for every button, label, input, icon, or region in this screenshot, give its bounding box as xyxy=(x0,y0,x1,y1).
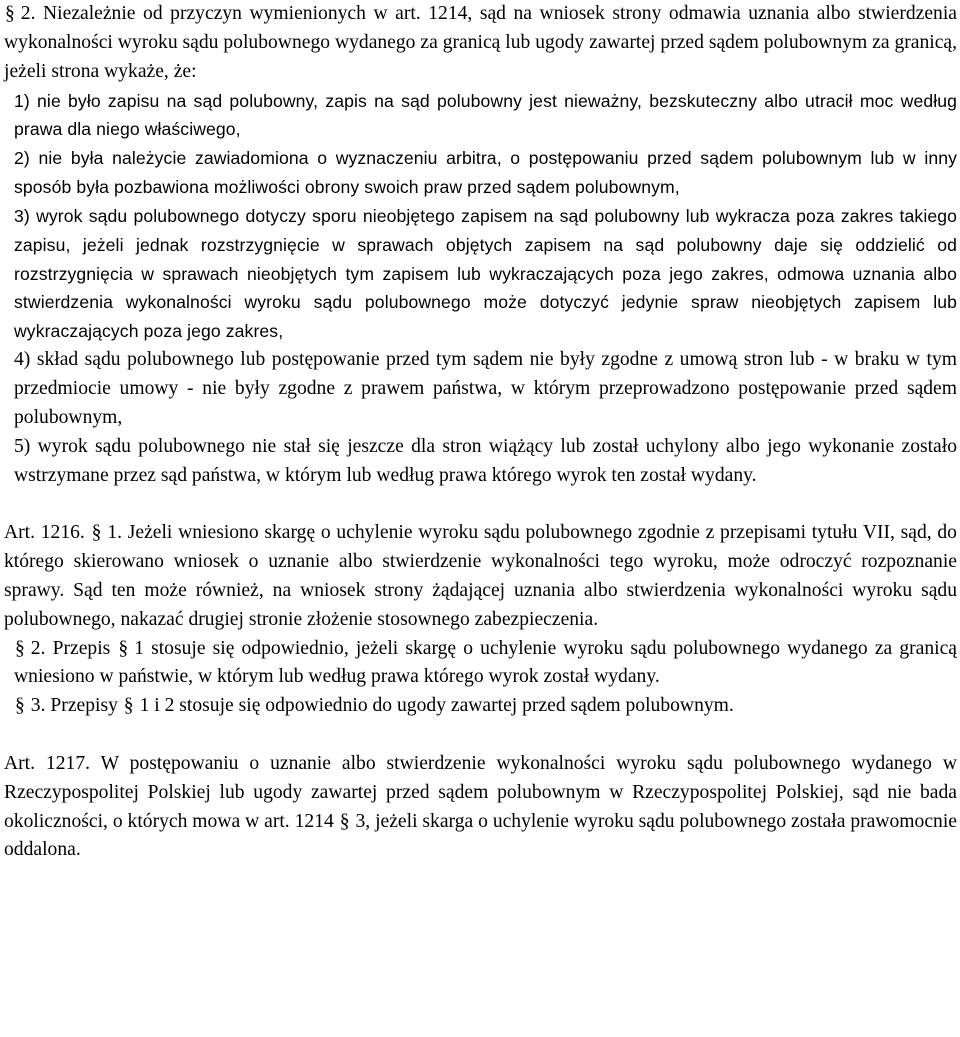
para-2-item-3: 3) wyrok sądu polubownego dotyczy sporu nieobjętego zapisem na sąd polubowny lub wykracza poza zakres takiego zapisu, jeżeli jednak rozstrzygnięcie w sprawach objętych zapisem na sąd polubowny daje się oddzielić od rozstrzygnięcia w sprawach nieobjętych tym zapisem lub wykraczających poza jego zakres, odmowa uznania albo stwierdzenia wykonalności wyroku sądu polubownego może dotyczyć jedynie spraw nieobjętych zapisem lub wykraczających poza jego zakres, xyxy=(14,205,957,342)
para-2-item-1: 1) nie było zapisu na sąd polubowny, zapis na sąd polubowny jest nieważny, bezskuteczny albo utracił moc według prawa dla niego właściwego, xyxy=(14,90,957,140)
article-1216-par-3: § 3. Przepisy § 1 i 2 stosuje się odpowiednio do ugody zawartej przed sądem polubownym. xyxy=(4,692,957,721)
para-2-item-2: 2) nie była należycie zawiadomiona o wyznaczeniu arbitra, o postępowaniu przed sądem polubownym lub w inny sposób była pozbawiona możliwości obrony swoich praw przed sądem polubownym, xyxy=(14,148,957,198)
para-2-item-5: 5) wyrok sądu polubownego nie stał się jeszcze dla stron wiążący lub został uchylony albo jego wykonanie zostało wstrzymane przez sąd państwa, w którym lub według prawa którego wyrok ten został wydany. xyxy=(14,435,957,486)
section-symbol: § xyxy=(5,3,15,24)
spacer xyxy=(4,721,957,750)
document-page xyxy=(4,0,957,865)
spacer xyxy=(4,490,957,519)
section-symbol: § xyxy=(339,810,350,832)
section-symbol: § xyxy=(123,695,134,717)
article-1216-par-2: § 2. Przepis § 1 stosuje się odpowiednio, jeżeli skargę o uchylenie wyroku sądu polubownego wydanego za granicą wniesiono w państwie, w którym lub według prawa którego wyrok został wydany. xyxy=(4,635,957,693)
article-1216-par-1: Art. 1216. § 1. Jeżeli wniesiono skargę o uchylenie wyroku sądu polubownego zgodnie z przepisami tytułu VII, sąd, do którego skierowano wniosek o uznanie albo stwierdzenie wykonalności tego wyroku, może odroczyć rozpoznanie sprawy. Sąd ten może również, na wniosek strony żądającej uznania albo stwierdzenia wykonalności wyroku sądu polubownego, nakazać drugiej stronie złożenie stosownego zabezpieczenia. xyxy=(4,519,957,634)
article-1217: Art. 1217. W postępowaniu o uznanie albo stwierdzenie wykonalności wyroku sądu polubownego wydanego w Rzeczypospolitej Polskiej lub ugody zawartej przed sądem polubownym w Rzeczypospolitej Polskiej, sąd nie bada okoliczności, o których mowa w art. 1214 § 3, jeżeli skarga o uchylenie wyroku sądu polubownego została prawomocnie oddalona. xyxy=(4,752,957,861)
article-1216 xyxy=(4,519,957,721)
section-symbol: § xyxy=(91,522,102,544)
section-symbol: § xyxy=(15,695,25,717)
section-symbol: § xyxy=(118,637,129,659)
para-2-lead: § 2. Niezależnie od przyczyn wymienionych w art. 1214, sąd na wniosek strony odmawia uznania albo stwierdzenia wykonalności wyroku sądu polubownego wydanego za granicą lub ugody zawartej przed sądem polubownym za granicą, jeżeli strona wykaże, że: xyxy=(4,0,957,87)
article-1216-heading: Art. 1216. xyxy=(4,522,85,544)
para-2-item-4: 4) skład sądu polubownego lub postępowanie przed tym sądem nie były zgodne z umową stron lub - w braku w tym przedmiocie umowy - nie były zgodne z prawem państwa, w którym przeprowadzono postępowanie przed sądem polubownym, xyxy=(14,349,957,428)
para-2 xyxy=(4,0,957,490)
section-symbol: § xyxy=(15,637,25,659)
